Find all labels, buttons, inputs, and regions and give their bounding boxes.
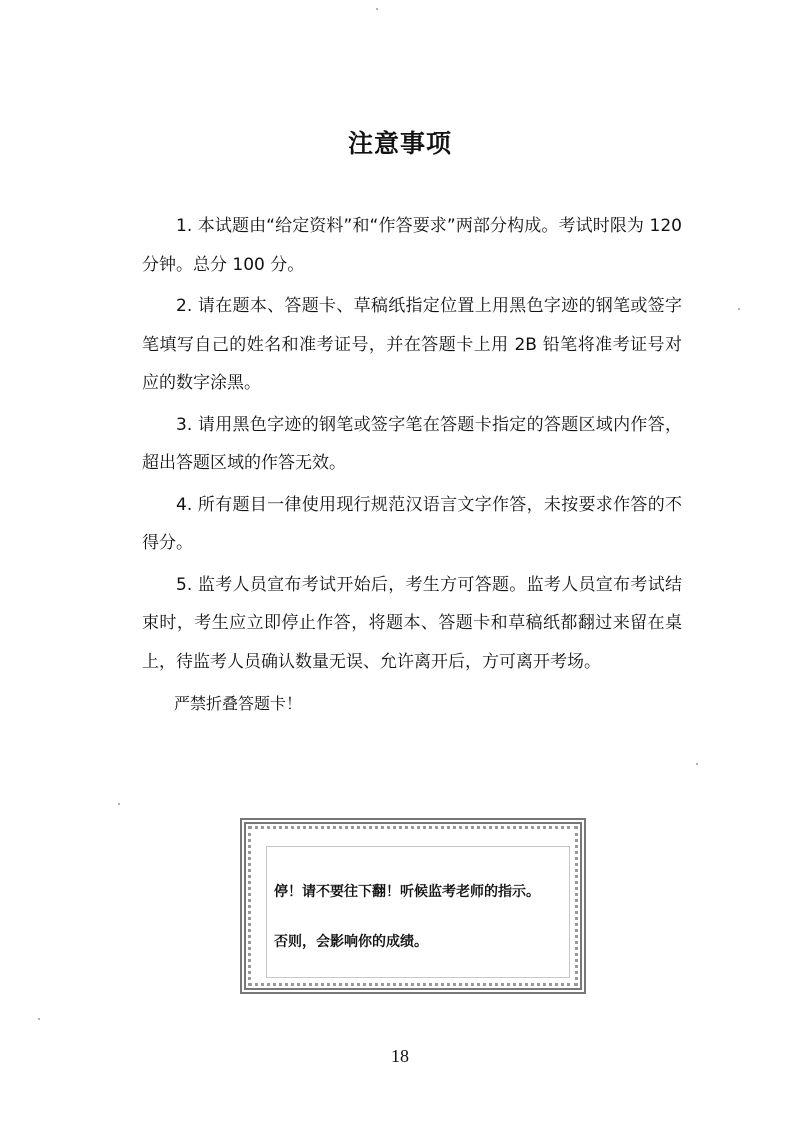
stop-notice-box: [240, 818, 586, 994]
instruction-item: 3. 请用黑色字迹的钢笔或签字笔在答题卡指定的答题区域内作答，超出答题区域的作答无效。: [142, 414, 682, 473]
notice-inner-frame: [266, 846, 570, 978]
notice-stop-line: 停！请不要往下翻！听候监考老师的指示。: [274, 884, 540, 900]
instruction-item: 2. 请在题本、答题卡、草稿纸指定位置上用黑色字迹的钢笔或签字笔填写自己的姓名和准考证号，并在答题卡上用 2B 铅笔将准考证号对应的数字涂黑。: [142, 296, 682, 393]
scan-speck: [118, 803, 120, 805]
notice-consequence-line: 否则，会影响你的成绩。: [274, 934, 428, 950]
scan-speck: [738, 308, 740, 310]
instruction-item: 4. 所有题目一律使用现行规范汉语言文字作答，未按要求作答的不得分。: [142, 494, 682, 553]
scan-speck: [696, 763, 698, 765]
page-title: 注意事项: [347, 129, 452, 158]
instruction-item: 1. 本试题由“给定资料”和“作答要求”两部分构成。考试时限为 120 分钟。总分 100 分。: [142, 216, 682, 275]
no-folding-warning: 严禁折叠答题卡！: [174, 694, 303, 713]
page-number: 18: [391, 1046, 409, 1066]
instructions-list: [142, 207, 682, 723]
scan-speck: [38, 1018, 40, 1020]
scan-speck: [376, 8, 378, 10]
instruction-item: 5. 监考人员宣布考试开始后，考生方可答题。监考人员宣布考试结束时，考生应立即停止作答，将题本、答题卡和草稿纸都翻过来留在桌上，待监考人员确认数量无误、允许离开后，方可离开考场。: [142, 574, 682, 672]
